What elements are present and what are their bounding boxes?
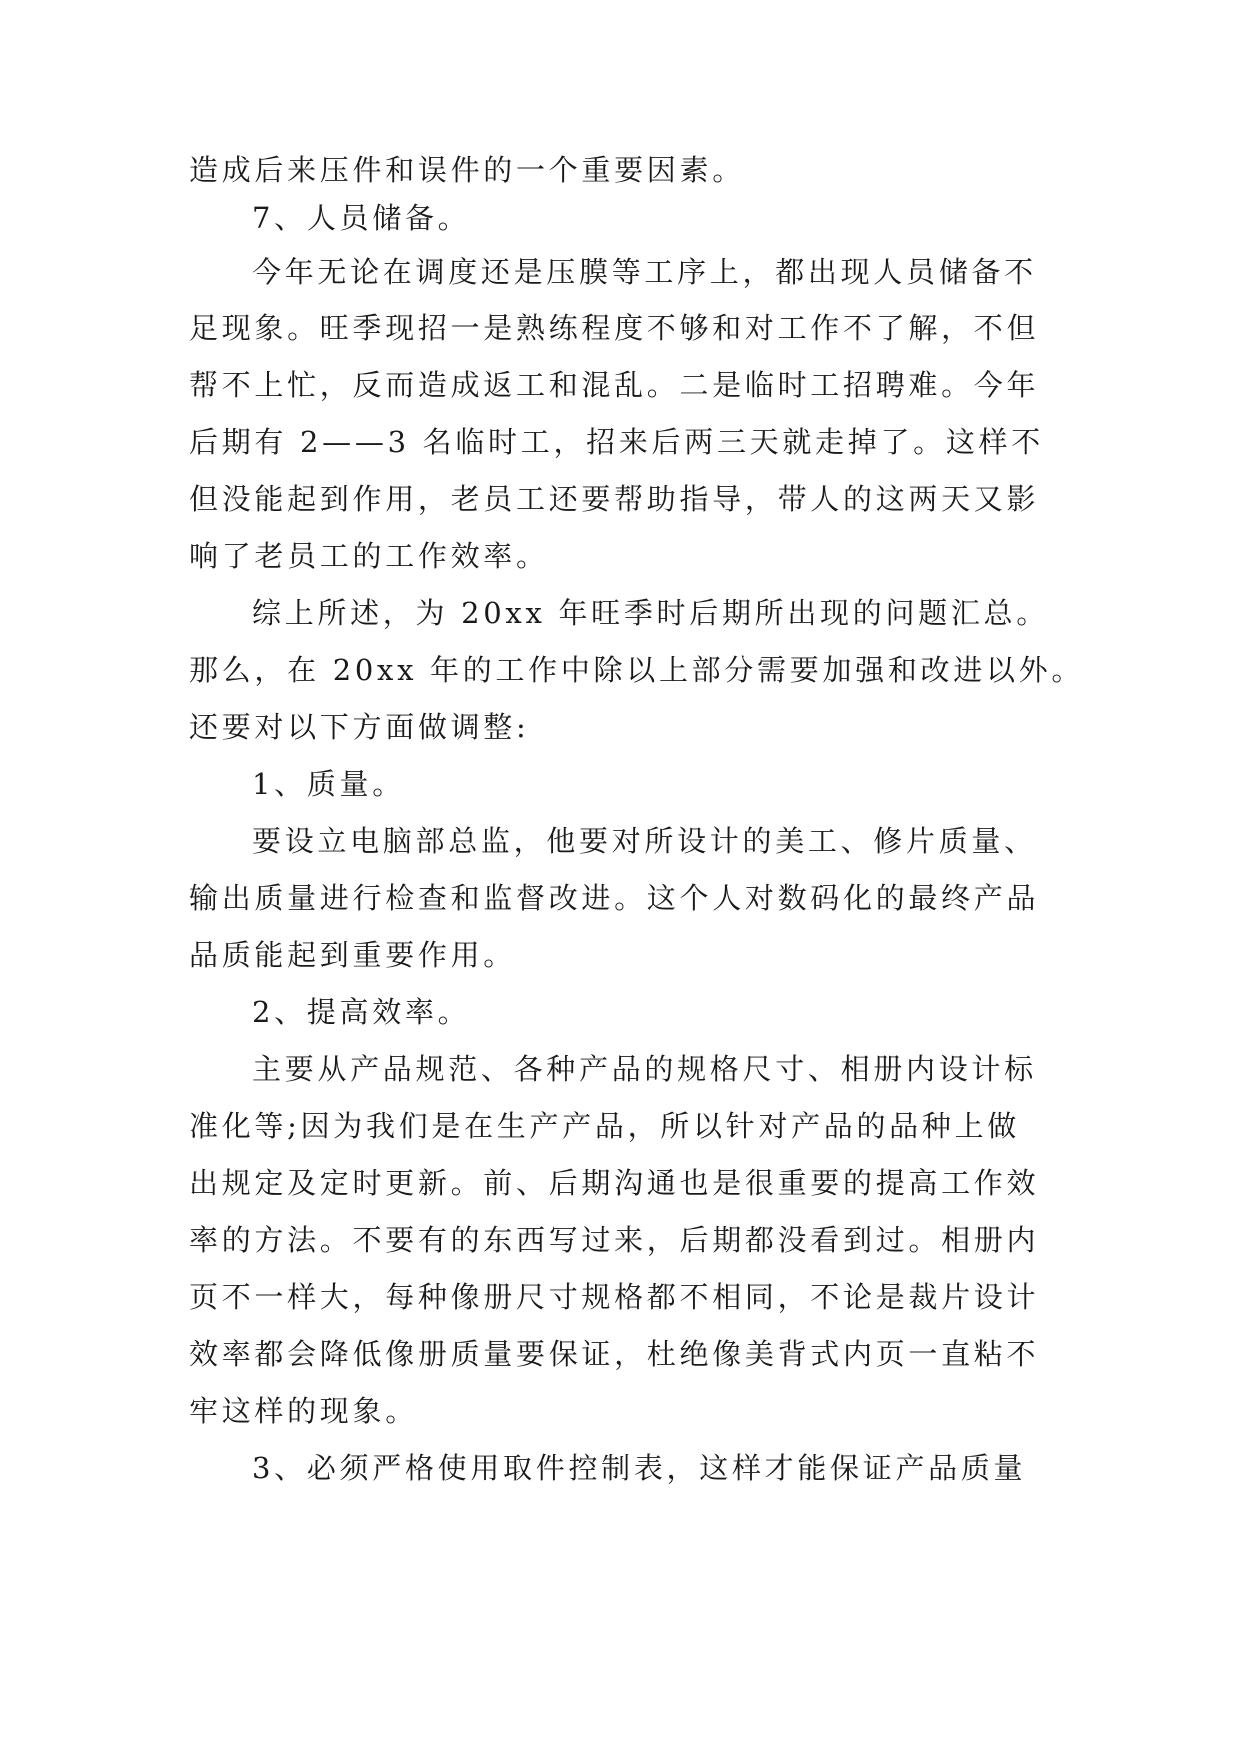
text-line: 综上所述，为 20xx 年旺季时后期所出现的问题汇总。: [252, 596, 1049, 630]
text-line: 出规定及定时更新。前、后期沟通也是很重要的提高工作效: [189, 1166, 1040, 1200]
text-line: 页不一样大，每种像册尺寸规格都不相同，不论是裁片设计: [189, 1280, 1040, 1314]
text-line: 响了老员工的工作效率。: [189, 539, 549, 573]
text-line: 牢这样的现象。: [189, 1394, 418, 1428]
text-line: 帮不上忙，反而造成返工和混乱。二是临时工招聘难。今年: [189, 368, 1040, 402]
text-line: 输出质量进行检查和监督改进。这个人对数码化的最终产品: [189, 881, 1040, 915]
text-line: 2、提高效率。: [252, 995, 471, 1029]
text-line: 要设立电脑部总监，他要对所设计的美工、修片质量、: [252, 824, 1037, 858]
text-line: 率的方法。不要有的东西写过来，后期都没看到过。相册内: [189, 1223, 1040, 1257]
text-line: 造成后来压件和误件的一个重要因素。: [189, 153, 745, 187]
text-line: 但没能起到作用，老员工还要帮助指导，带人的这两天又影: [189, 482, 1040, 516]
text-line: 1、质量。: [252, 767, 405, 801]
text-line: 主要从产品规范、各种产品的规格尺寸、相册内设计标: [252, 1052, 1037, 1086]
text-line: 品质能起到重要作用。: [189, 938, 517, 972]
text-line: 效率都会降低像册质量要保证，杜绝像美背式内页一直粘不: [189, 1337, 1040, 1371]
text-line: 那么，在 20xx 年的工作中除以上部分需要加强和改进以外。: [189, 653, 1085, 687]
text-line: 今年无论在调度还是压膜等工序上，都出现人员储备不: [252, 255, 1037, 289]
text-line: 还要对以下方面做调整:: [189, 710, 530, 744]
text-line: 7、人员储备。: [252, 201, 471, 235]
text-line: 准化等;因为我们是在生产产品，所以针对产品的品种上做: [189, 1109, 1020, 1143]
text-line: 3、必须严格使用取件控制表，这样才能保证产品质量: [252, 1451, 1027, 1485]
text-line: 后期有 2——3 名临时工，招来后两三天就走掉了。这样不: [189, 425, 1044, 459]
text-line: 足现象。旺季现招一是熟练程度不够和对工作不了解，不但: [189, 311, 1040, 345]
